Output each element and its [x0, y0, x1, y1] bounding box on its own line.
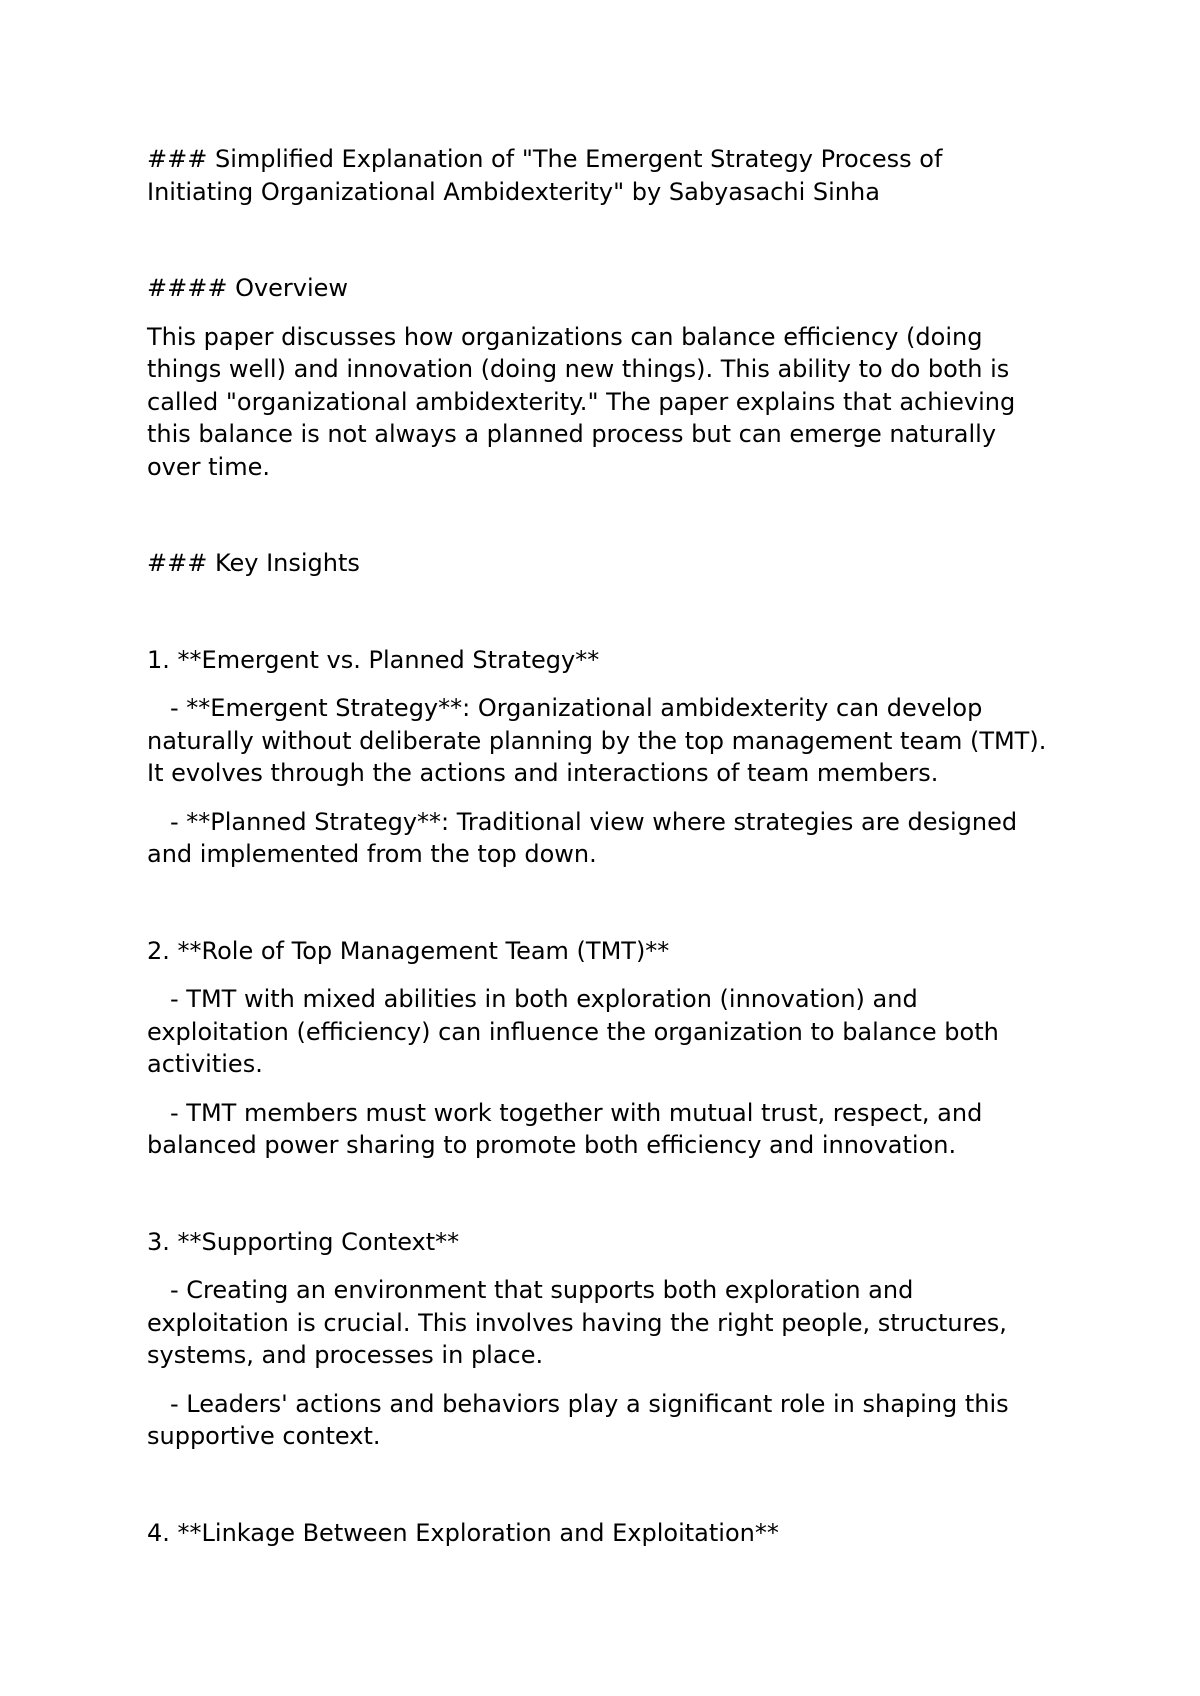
paragraph-line: this balance is not always a planned process but can emerge naturally [147, 420, 997, 448]
title-line: Initiating Organizational Ambidexterity" by Sabyasachi Sinha [147, 177, 880, 206]
document-title [147, 143, 1077, 208]
bullet-line: - TMT members must work together with mutual trust, respect, and [170, 1098, 983, 1127]
insight-heading: 4. **Linkage Between Exploration and Exploitation** [147, 1518, 779, 1547]
insight-bullet [147, 692, 1077, 790]
bullet-line: balanced power sharing to promote both efficiency and innovation. [147, 1131, 957, 1159]
bullet-line: - Creating an environment that supports both exploration and [170, 1276, 914, 1304]
title-line: ### Simplified Explanation of "The Emergent Strategy Process of [147, 145, 943, 173]
bullet-line: and implemented from the top down. [147, 840, 597, 868]
insight-bullet [147, 1097, 1077, 1162]
bullet-line: naturally without deliberate planning by the top management team (TMT). [147, 726, 1047, 755]
paragraph-line: This paper discusses how organizations can balance efficiency (doing [147, 322, 983, 351]
insight-bullet [147, 806, 1077, 871]
overview-heading: #### Overview [147, 274, 349, 302]
insight-heading: 1. **Emergent vs. Planned Strategy** [147, 645, 600, 674]
bullet-line: It evolves through the actions and interactions of team members. [147, 759, 939, 787]
bullet-line: - TMT with mixed abilities in both exploration (innovation) and [170, 985, 918, 1013]
insight-bullet [147, 983, 1077, 1081]
key-insights-heading: ### Key Insights [147, 549, 360, 577]
paragraph-line: things well) and innovation (doing new things). This ability to do both is [147, 355, 1010, 383]
insight-heading: 3. **Supporting Context** [147, 1227, 460, 1256]
bullet-line: - **Emergent Strategy**: Organizational ambidexterity can develop [170, 694, 983, 722]
insight-bullet [147, 1388, 1077, 1453]
bullet-line: supportive context. [147, 1422, 381, 1450]
paragraph-line: called "organizational ambidexterity." The paper explains that achieving [147, 387, 1016, 416]
bullet-line: exploitation (efficiency) can influence the organization to balance both [147, 1017, 999, 1046]
insight-bullet [147, 1274, 1077, 1372]
bullet-line: systems, and processes in place. [147, 1341, 544, 1369]
bullet-line: exploitation is crucial. This involves having the right people, structures, [147, 1308, 1007, 1337]
insight-heading: 2. **Role of Top Management Team (TMT)** [147, 936, 670, 965]
bullet-line: - **Planned Strategy**: Traditional view where strategies are designed [170, 807, 1018, 836]
document-page [147, 143, 1077, 1549]
paragraph-line: over time. [147, 452, 270, 481]
bullet-line: activities. [147, 1050, 263, 1078]
bullet-line: - Leaders' actions and behaviors play a significant role in shaping this [170, 1389, 1009, 1418]
overview-paragraph [147, 321, 1077, 484]
